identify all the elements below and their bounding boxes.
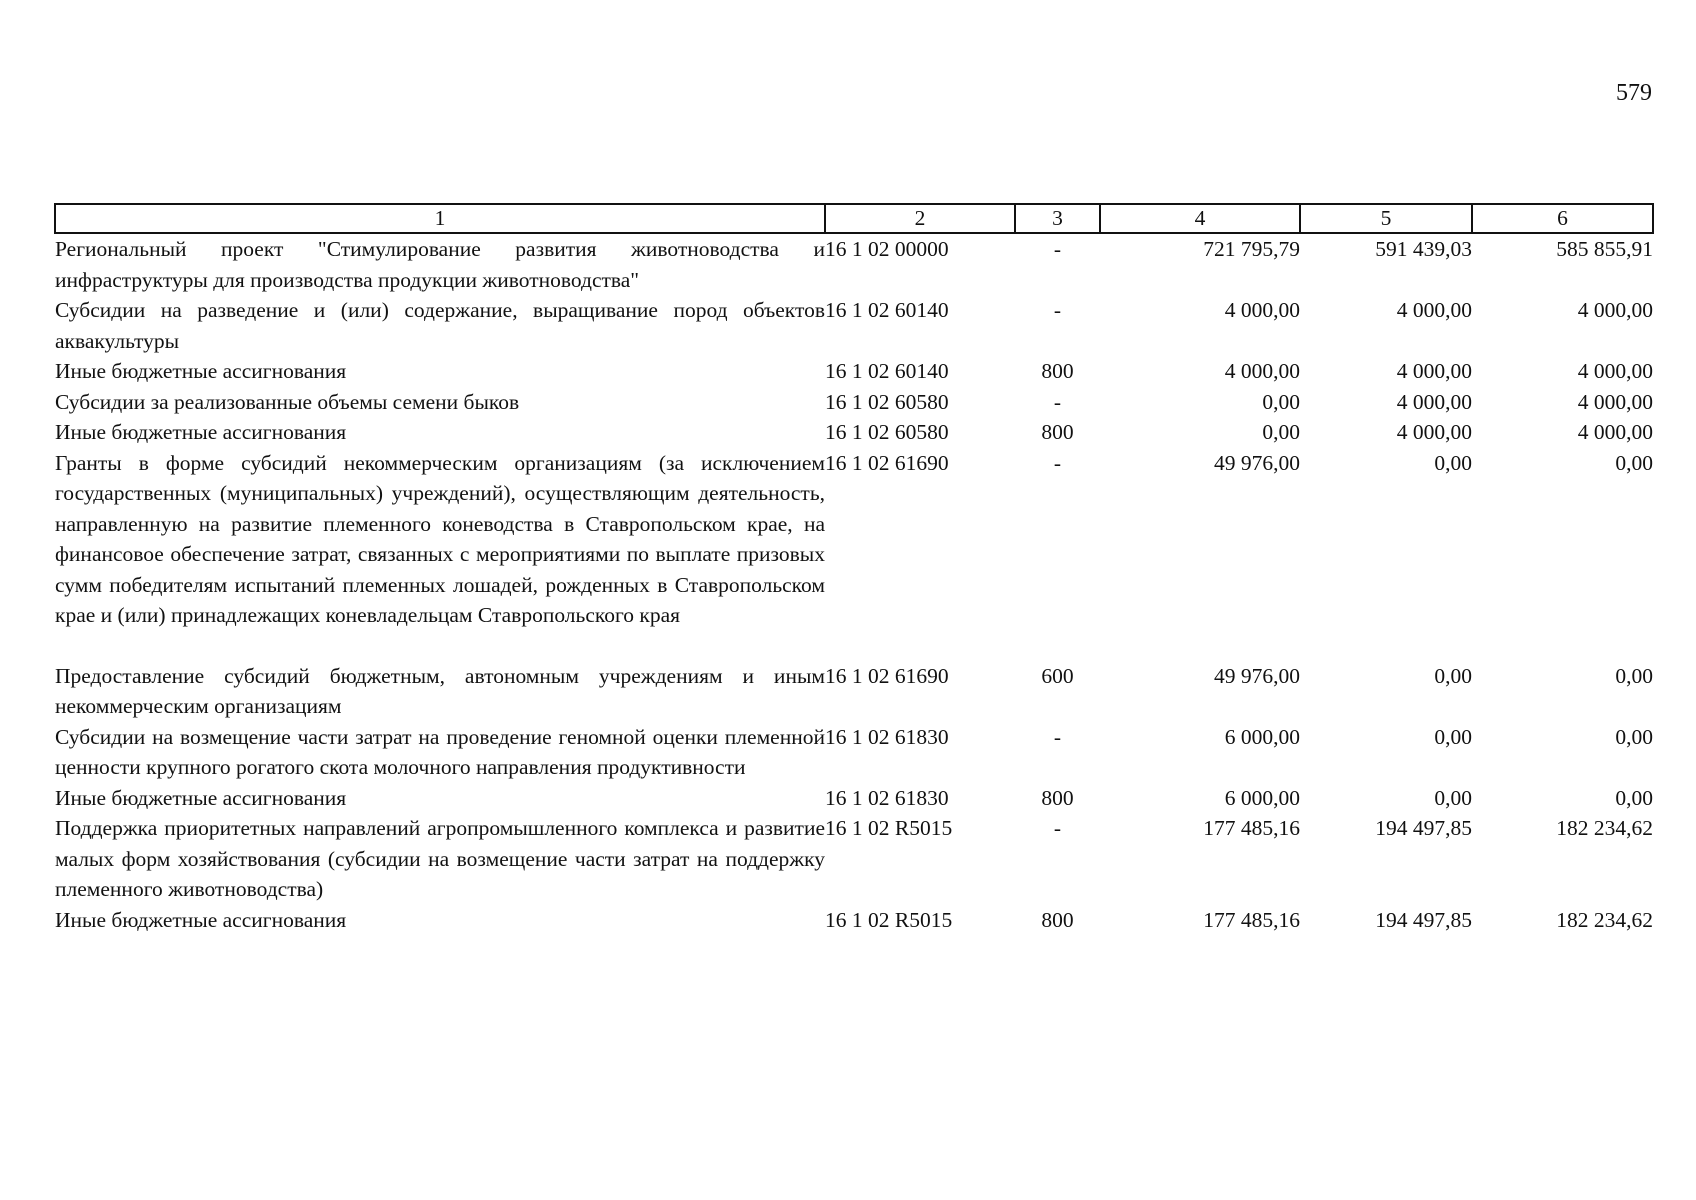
row-value-col4: 6 000,00 — [1224, 785, 1300, 810]
row-value-col6: 0,00 — [1615, 450, 1653, 475]
row-description: Региональный проект "Стимулирование развития животноводства и инфраструктуры для производства продукции животноводства" — [55, 237, 825, 292]
row-value-col4: 0,00 — [1262, 420, 1300, 444]
table-row — [55, 722, 1653, 783]
row-expense-type: - — [1053, 237, 1062, 261]
row-value-col6: 4 000,00 — [1577, 298, 1653, 322]
row-value-col6: 4 000,00 — [1577, 359, 1653, 383]
table-row — [55, 356, 1653, 387]
row-value-col5: 591 439,03 — [1375, 237, 1472, 261]
row-code: 16 1 02 61830 — [825, 785, 949, 810]
table-header-row — [55, 204, 1653, 233]
table-row — [55, 661, 1653, 722]
row-value-col6: 0,00 — [1615, 663, 1653, 688]
row-expense-type: - — [1053, 389, 1062, 414]
table-row — [55, 417, 1653, 448]
row-expense-type: 800 — [1041, 907, 1074, 932]
row-expense-type: - — [1053, 816, 1062, 840]
row-description: Субсидии на возмещение части затрат на проведение геномной оценки племенной ценности крупного рогатого скота молочного направления продуктивности — [55, 724, 825, 779]
row-code: 16 1 02 61830 — [825, 724, 949, 749]
row-description: Иные бюджетные ассигнования — [55, 907, 347, 932]
row-description: Субсидии на разведение и (или) содержание, выращивание пород объектов аквакультуры — [55, 298, 825, 353]
row-value-col5: 0,00 — [1434, 724, 1472, 749]
row-value-col6: 182 234,62 — [1556, 816, 1653, 840]
row-value-col5: 194 497,85 — [1375, 816, 1472, 840]
table-row — [55, 387, 1653, 418]
row-value-col4: 177 485,16 — [1203, 907, 1300, 932]
row-value-col5: 0,00 — [1434, 785, 1472, 810]
header-col-5: 5 — [1300, 204, 1472, 233]
budget-table — [54, 203, 1654, 935]
row-code: 16 1 02 R5015 — [825, 816, 953, 840]
row-value-col5: 4 000,00 — [1396, 359, 1472, 383]
row-value-col6: 182 234,62 — [1556, 907, 1653, 932]
row-value-col4: 4 000,00 — [1224, 359, 1300, 383]
row-expense-type: 800 — [1041, 785, 1074, 810]
page-number: 579 — [1616, 80, 1652, 106]
row-code: 16 1 02 60140 — [825, 298, 949, 322]
row-description: Предоставление субсидий бюджетным, автономным учреждениям и иным некоммерческим организациям — [55, 663, 825, 718]
table-row — [55, 233, 1653, 295]
row-code: 16 1 02 61690 — [825, 450, 949, 475]
row-description: Гранты в форме субсидий некоммерческим организациям (за исключением государственных (муниципальных) учреждений), осуществляющим деятельность, направленную на развитие племенного коневодства в Ставропольском крае, на финансовое обеспечение затрат, связанных с мероприятиями по выплате призовых сумм победителям испытаний племенных лошадей, рожденных в Ставропольском крае и (или) принадлежащих коневладельцам Ставропольского края — [55, 450, 825, 627]
row-value-col5: 4 000,00 — [1396, 389, 1472, 414]
table-row — [55, 905, 1653, 936]
row-description: Иные бюджетные ассигнования — [55, 785, 347, 810]
row-description: Субсидии за реализованные объемы семени быков — [55, 389, 520, 414]
header-col-3: 3 — [1015, 204, 1100, 233]
row-value-col4: 4 000,00 — [1224, 298, 1300, 322]
row-value-col4: 6 000,00 — [1224, 724, 1300, 749]
table-row — [55, 813, 1653, 905]
table-row — [55, 783, 1653, 814]
table-row — [55, 295, 1653, 356]
row-value-col5: 4 000,00 — [1396, 420, 1472, 444]
row-value-col6: 0,00 — [1615, 724, 1653, 749]
row-code: 16 1 02 61690 — [825, 663, 949, 688]
row-value-col6: 4 000,00 — [1577, 420, 1653, 444]
header-col-6: 6 — [1472, 204, 1653, 233]
header-col-4: 4 — [1100, 204, 1300, 233]
row-value-col4: 721 795,79 — [1203, 237, 1300, 261]
row-code: 16 1 02 60580 — [825, 389, 949, 414]
row-expense-type: - — [1053, 724, 1062, 749]
row-code: 16 1 02 60140 — [825, 359, 949, 383]
row-value-col5: 4 000,00 — [1396, 298, 1472, 322]
row-expense-type: - — [1053, 450, 1062, 475]
row-value-col4: 0,00 — [1262, 389, 1300, 414]
row-value-col5: 194 497,85 — [1375, 907, 1472, 932]
row-expense-type: 600 — [1041, 663, 1074, 688]
row-value-col6: 585 855,91 — [1556, 237, 1653, 261]
row-value-col6: 0,00 — [1615, 785, 1653, 810]
row-value-col4: 49 976,00 — [1214, 663, 1300, 688]
row-description: Иные бюджетные ассигнования — [55, 359, 347, 383]
row-expense-type: - — [1053, 298, 1062, 322]
row-value-col6: 4 000,00 — [1577, 389, 1653, 414]
row-expense-type: 800 — [1041, 420, 1074, 444]
header-col-2: 2 — [825, 204, 1015, 233]
row-code: 16 1 02 60580 — [825, 420, 949, 444]
row-code: 16 1 02 00000 — [825, 237, 949, 261]
row-value-col4: 177 485,16 — [1203, 816, 1300, 840]
row-description: Иные бюджетные ассигнования — [55, 420, 347, 444]
row-value-col5: 0,00 — [1434, 663, 1472, 688]
header-col-1: 1 — [55, 204, 825, 233]
row-expense-type: 800 — [1041, 359, 1074, 383]
row-description: Поддержка приоритетных направлений агропромышленного комплекса и развитие малых форм хозяйствования (субсидии на возмещение части затрат на поддержку племенного животноводства) — [55, 816, 825, 901]
row-value-col4: 49 976,00 — [1214, 450, 1300, 475]
table-row — [55, 448, 1653, 661]
row-code: 16 1 02 R5015 — [825, 907, 953, 932]
row-value-col5: 0,00 — [1434, 450, 1472, 475]
